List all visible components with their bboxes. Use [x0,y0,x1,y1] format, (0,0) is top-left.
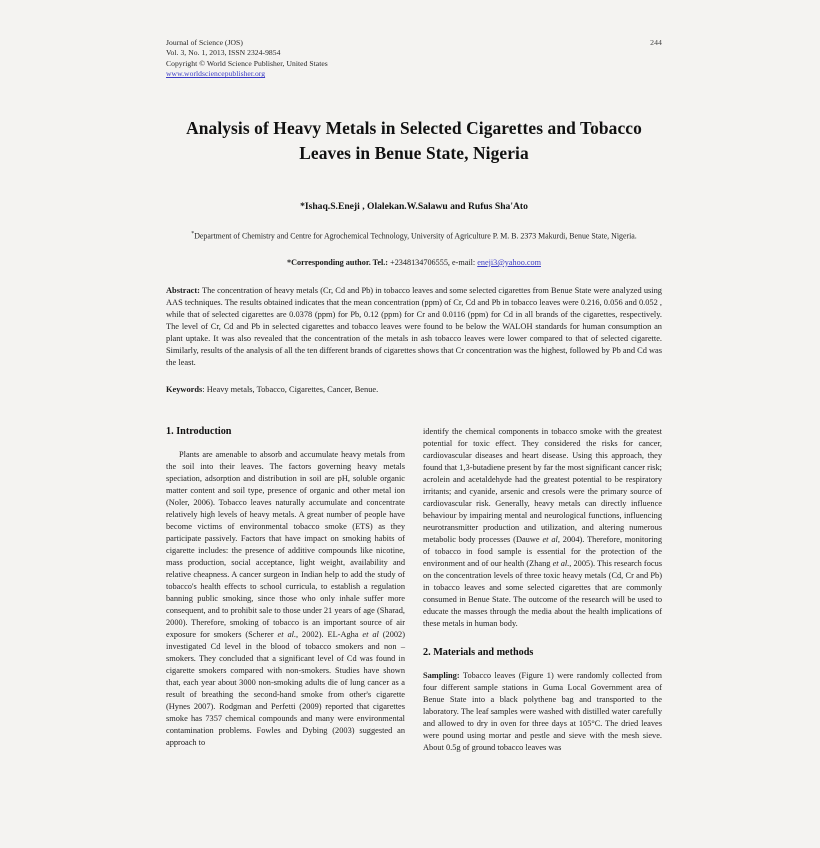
affiliation-marker: * [191,230,195,237]
intro-text-part-1: Plants are amenable to absorb and accumulate heavy metals from the soil into their leaves. The factors governing heavy metals speciation, adsorption and distribution in soil are pH, soluble organic matter content and soil type, presence of organic and other metal ion (Noler, 2006). Tobacco leaves naturally accumulate and concentrate relatively high levels of heavy metals. A great number of people have become victims of environmental tobacco smoke (ETS) as they participate passively. Factors that have impact on smoking habits of cigarette includes: the presence of additive compounds like nicotine, mass production, social acceptance, light weight, availability and relative cheapness. A cancer surgeon in Indian help to add the study of tobacco's health effects to school curricula, to establish a regulation banning public smoking, since those who only inhale suffer more consequent, and to prohibit sale to those under 21 years of age (Sharad, 2000). Therefore, smoking of tobacco is an important source of air exposure for smokers (Scherer [166,449,405,639]
abstract [166,285,662,370]
page-number: 244 [650,38,662,47]
intro-text-part-3: (2002) investigated Cd level in the blood of tobacco smokers and non – smokers. They concluded that a significant level of Cd was found in cigarette smokers compared with non-smokers. Studies have shown that, each year about 3000 non-smoking adults die of lung cancer as a result of breathing the second-hand smoke from other's cigarette (Hynes 2007). Rodgman and Perfetti (2009) reported that cigarettes smoke has 7357 chemical compounds and many were environmental contamination problems. Fowles and Dybing (2003) suggested an approach to [166,629,405,747]
intro-cont-text-part-3: , 2005). This research focus on the concentration levels of three toxic heavy metals (Cd, Cr and Pb) in tobacco leaves and some selected cigarettes that are commonly consumed in Benue State. The outcome of the research will be used to educate the masses through the media about the health implications of these metals in human body. [423,558,662,628]
keywords-label: Keywords [166,384,203,394]
corresponding-author-line [166,258,662,267]
sampling-label: Sampling: [423,670,460,680]
corresponding-email-link[interactable]: eneji3@yahoo.com [477,257,541,267]
masthead [166,38,662,80]
sampling-paragraph [423,670,662,754]
intro-text-part-2: , 2002). EL-Agha [296,629,363,639]
intro-citation-italic-2: et al [362,629,379,639]
intro-cont-citation-italic-2: et al. [552,558,570,568]
intro-cont-text-part-1: identify the chemical components in tobacco smoke with the greatest potential for toxic effect. They considered the risks for cancer, cardiovascular diseases and heart disease. Using this approach, they found that 1,3-butadiene present by far the most significant cancer risk; acrolein and acetaldehyde had the greatest potential to be respiratory irritants; and cyanide, arsenic and cresols were the primary source of cardiovascular risk. Generally, heavy metals can directly influence behaviour by impairing mental and neurological functions, influencing neurotransmitter production and utilization, and altering numerous metabolic body processes (Dauwe [423,426,662,544]
affiliation [166,228,662,243]
intro-citation-italic-1: et al. [277,629,297,639]
paper-title: Analysis of Heavy Metals in Selected Cigarettes and Tobacco Leaves in Benue State, Nigeria [186,117,642,163]
corresponding-label: *Corresponding author. Tel.: [287,257,389,267]
affiliation-text: Department of Chemistry and Centre for Agrochemical Technology, University of Agriculture P. M. B. 2373 Makurdi, Benue State, Nigeria. [194,231,637,241]
right-column [423,426,662,754]
corresponding-phone: +2348134706555, e-mail: [390,257,476,267]
page-content [166,38,662,754]
left-column [166,426,405,754]
abstract-text: The concentration of heavy metals (Cr, Cd and Pb) in tobacco leaves and some selected cigarettes from Benue State were analyzed using AAS techniques. The results obtained indicates that the mean concentration (ppm) of Cr, Cd and Pb in tobacco leaves were 0.216, 0.056 and 0.052 , while that of selected cigarettes are 0.0378 (ppm) for Pb, 0.12 (ppm) for Cr and 0.0116 (ppm) for Cd in all brands of the cigarettes, respectively. The level of Cr, Cd and Pb in selected cigarettes and tobacco leaves were found to be below the WALOH standards for human consumption an plant uptake. It was also revealed that the concentration of the metals in ash tobacco leaves were lower compared to that of selected cigarette. Similarly, results of the analysis of all the ten different brands of cigarettes shows that Cr concentration was the highest, followed by Pb and Cd was the least. [166,285,662,368]
intro-paragraph-continued [423,426,662,630]
section-heading-materials-and-methods: 2. Materials and methods [423,646,534,658]
keywords-separator: : [202,384,207,394]
intro-cont-citation-italic-1: et al [542,534,558,544]
intro-cont-text-part-2: , 2004). Therefore, monitoring of tobacco in food sample is essential for the protection of the environment and of our health (Zhang [423,534,662,568]
author-list: *Ishaq.S.Eneji , Olalekan.W.Salawu and Rufus Sha'Ato [300,200,528,212]
copyright-notice: Copyright © World Science Publisher, United States [166,58,328,68]
abstract-label: Abstract: [166,285,200,295]
intro-paragraph [166,449,405,749]
volume-issue-issn: Vol. 3, No. 1, 2013, ISSN 2324-9854 [166,48,281,58]
journal-name: Journal of Science (JOS) [166,38,243,47]
keywords-text: Heavy metals, Tobacco, Cigarettes, Cancer, Benue. [206,384,379,394]
keywords [166,384,662,396]
body-columns [166,426,662,754]
sampling-text: Tobacco leaves (Figure 1) were randomly collected from four different sample stations in Guma Local Government area of Benue State into a black polythene bag and transported to the laboratory. The leaf samples were washed with distilled water carefully and allowed to dry in oven for three days at 105°C. The dried leaves were pound using mortar and pestle and sieve with the mesh sieve. About 0.5g of ground tobacco leaves was [423,670,662,752]
publisher-url-link[interactable]: www.worldsciencepublisher.org [166,69,266,79]
section-heading-introduction: 1. Introduction [166,425,232,437]
